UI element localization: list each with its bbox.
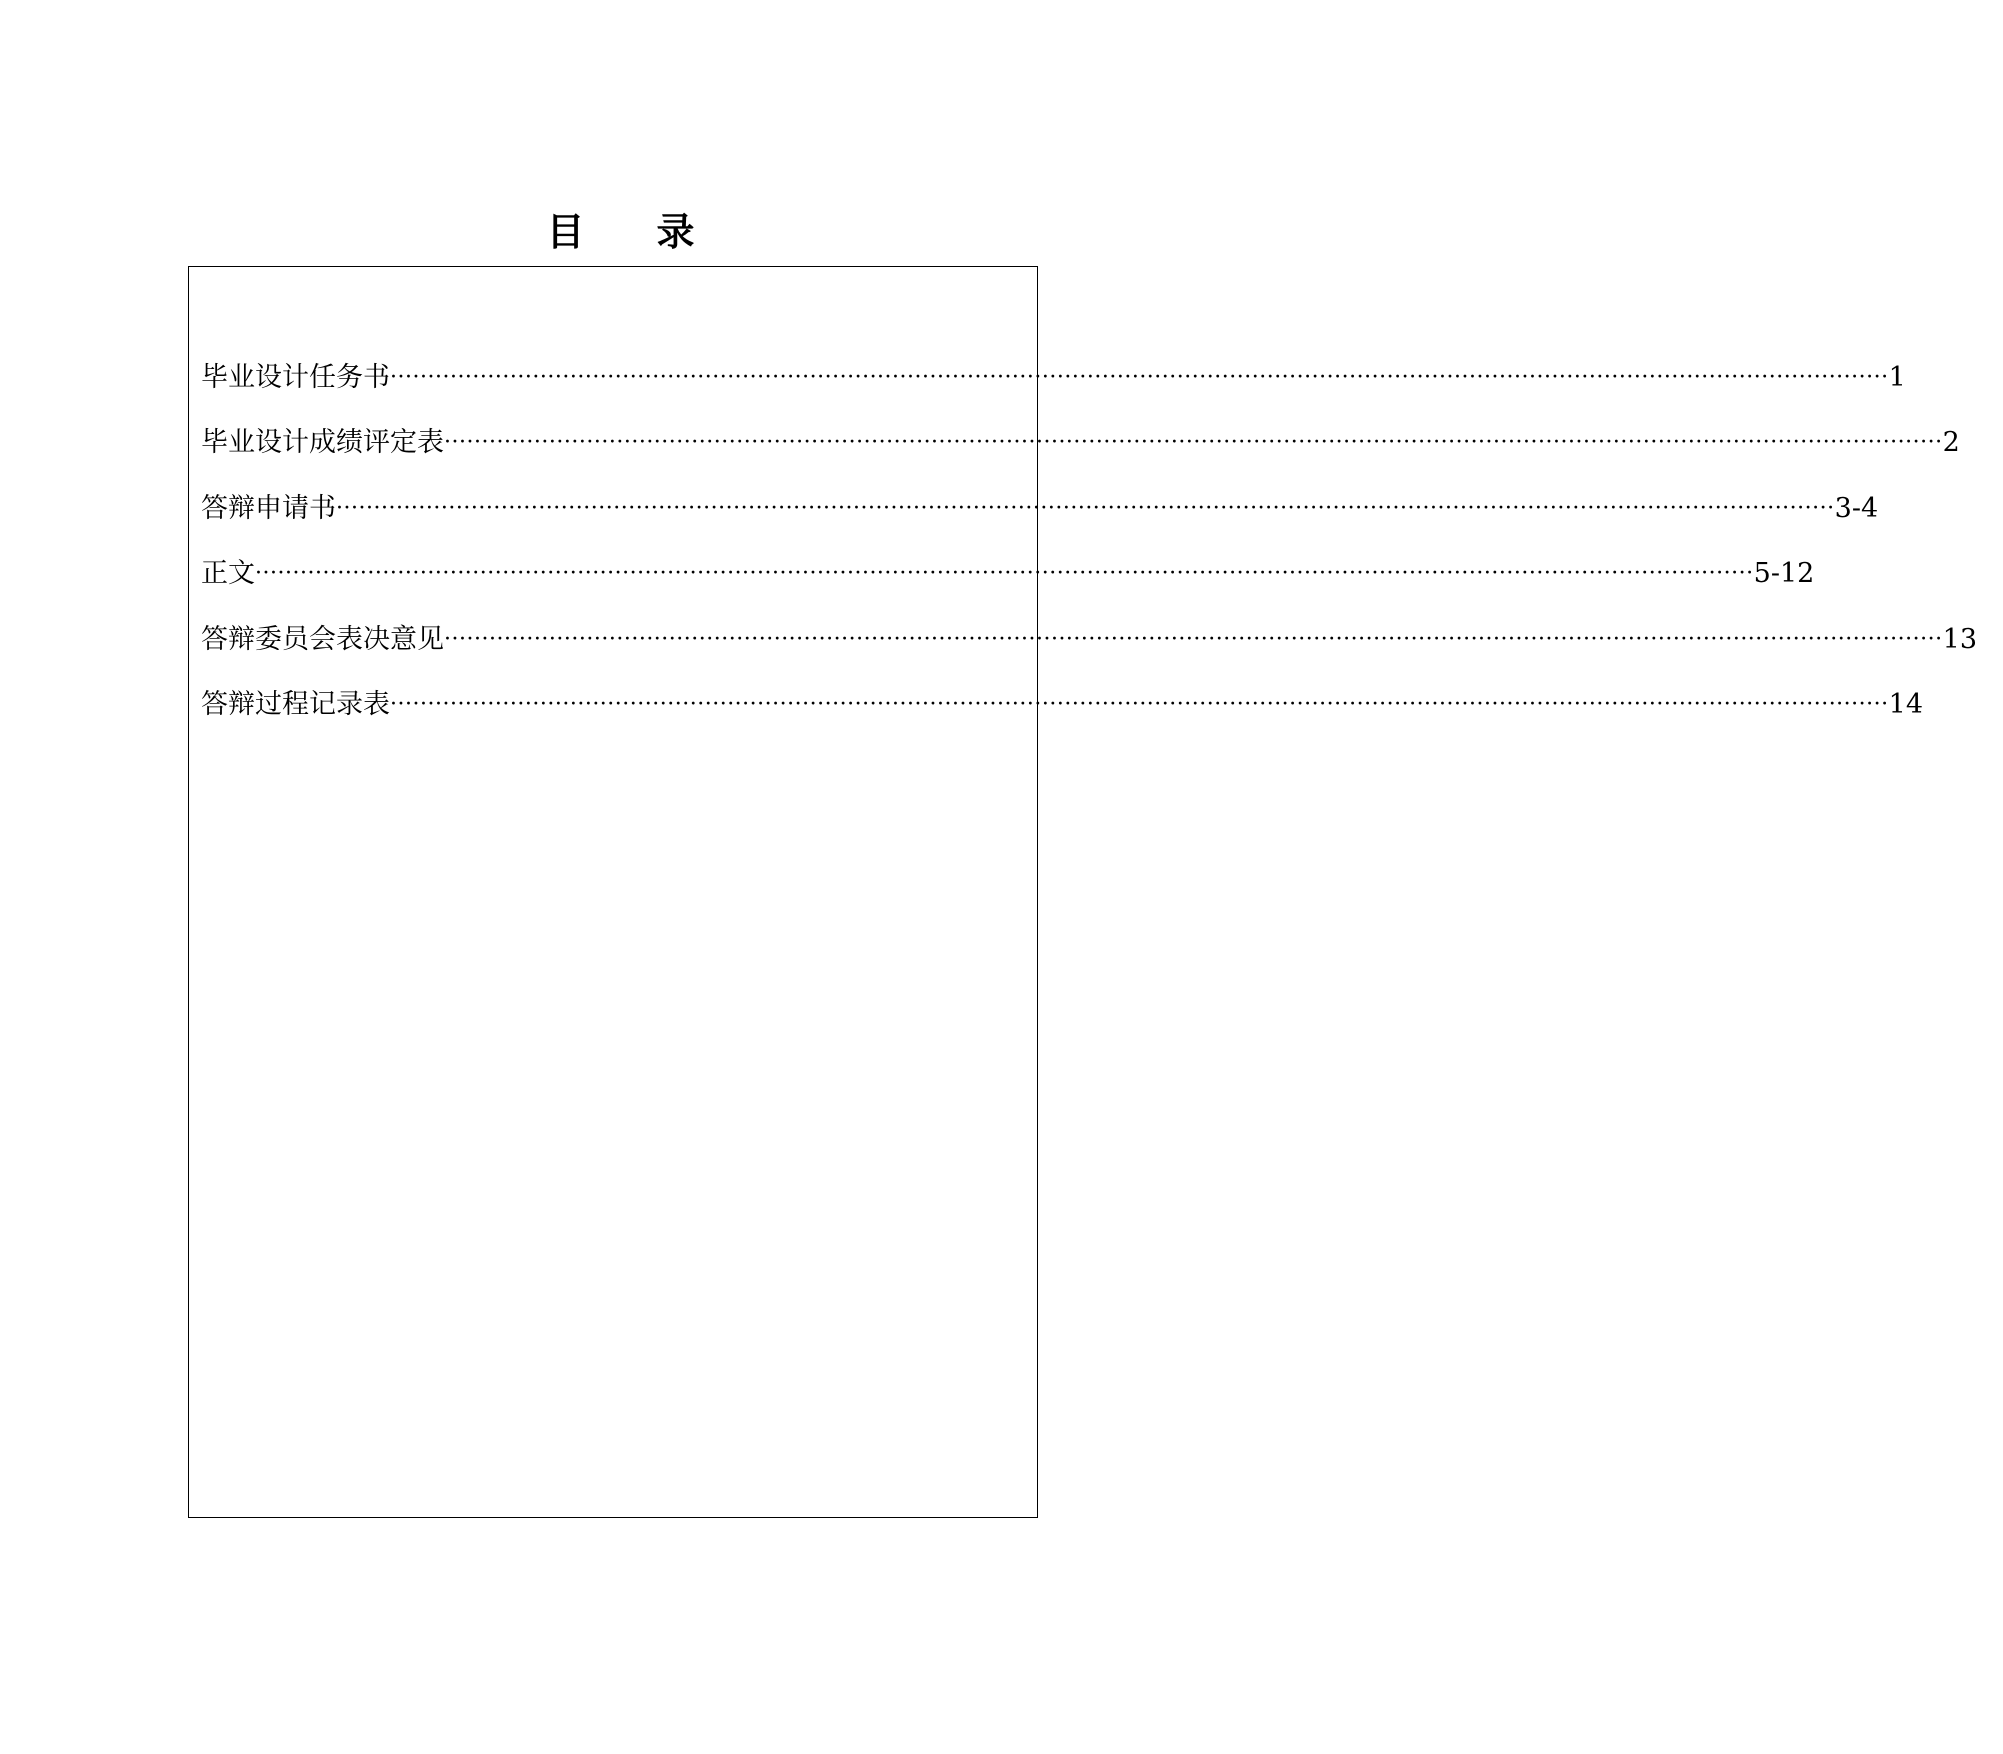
toc-entry-page: 14 (1888, 689, 1923, 721)
toc-dot-leader: ········································································································································································································ (255, 561, 1754, 587)
toc-entry-page: 3-4 (1834, 492, 1879, 524)
toc-dot-leader: ········································································································································································································ (390, 692, 1889, 718)
toc-dot-leader: ········································································································································································································ (444, 430, 1943, 456)
toc-entry[interactable] (201, 542, 1815, 608)
toc-entry[interactable] (201, 673, 1923, 739)
toc-entry[interactable] (201, 607, 1977, 673)
toc-frame (188, 266, 1977, 1518)
toc-entry-label: 毕业设计任务书 (201, 361, 390, 393)
page-title (0, 208, 1241, 256)
toc-entry-page: 2 (1942, 427, 1960, 459)
toc-entry-label: 答辩申请书 (201, 492, 336, 524)
toc-dot-leader: ········································································································································································································ (444, 626, 1943, 652)
toc-entry-page: 5-12 (1753, 558, 1815, 590)
toc-entry-label: 正文 (201, 558, 255, 590)
toc-entry[interactable] (201, 476, 1879, 542)
toc-entry-page: 1 (1888, 361, 1906, 393)
toc-dot-leader: ········································································································································································································ (390, 364, 1889, 390)
toc-list (201, 345, 1977, 738)
toc-entry-label: 毕业设计成绩评定表 (201, 427, 444, 459)
page-title-char-2: 录 (656, 210, 695, 254)
toc-entry-page: 13 (1942, 623, 1977, 655)
toc-entry-label: 答辩委员会表决意见 (201, 623, 444, 655)
toc-dot-leader: ········································································································································································································ (336, 495, 1835, 521)
toc-entry[interactable] (201, 345, 1906, 411)
page-title-char-1: 目 (546, 210, 585, 254)
toc-entry-label: 答辩过程记录表 (201, 689, 390, 721)
toc-entry[interactable] (201, 411, 1960, 477)
